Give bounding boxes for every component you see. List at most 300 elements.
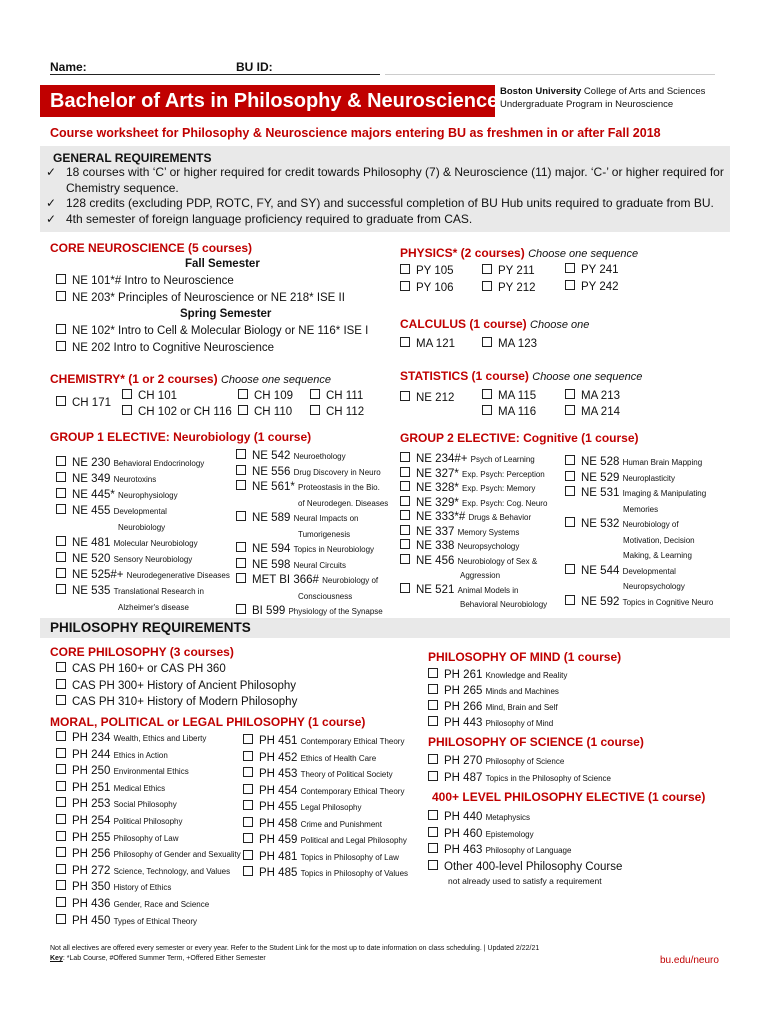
course-code: NE 594 bbox=[252, 543, 294, 555]
course-code: PH 460 bbox=[444, 827, 486, 840]
checkbox[interactable] bbox=[56, 814, 66, 824]
course-code: NE 349 bbox=[72, 473, 114, 485]
course-code: NE 327* bbox=[416, 467, 463, 480]
course-item[interactable] bbox=[236, 558, 346, 573]
course-name: Neuropsychology bbox=[623, 582, 685, 591]
course-code: PH 265 bbox=[444, 685, 486, 697]
course-name: Gender, Race and Science bbox=[113, 900, 210, 909]
course-item bbox=[400, 568, 500, 583]
checkbox[interactable] bbox=[56, 864, 66, 874]
course-code: PH 487 bbox=[444, 771, 486, 784]
course-item[interactable] bbox=[56, 831, 179, 846]
course-code: NE 531 bbox=[581, 487, 623, 499]
course-item[interactable] bbox=[565, 486, 706, 501]
course-item[interactable] bbox=[400, 496, 547, 511]
course-code: PH 454 bbox=[259, 784, 301, 797]
course-name: Exp. Psych: Cog. Neuro bbox=[462, 498, 548, 508]
course-name: Mind, Brain and Self bbox=[485, 703, 558, 712]
list-item[interactable]: PY 211 bbox=[482, 264, 535, 278]
checkbox[interactable] bbox=[236, 604, 246, 614]
general-list: ✓ 18 courses with ‘C’ or higher required for credit towards Philosophy (7) & Neuroscience (11) major. ‘C-’ or higher required for Chemistry sequence. ✓ 128 credits (excluding PDP, ROTC, FY, and SY) and successful completion of BU Hub units required to graduate from BU. ✓ 4th semester of foreign language proficiency required to graduate from CAS. bbox=[46, 165, 724, 226]
course-code: NE 333*# bbox=[416, 511, 469, 523]
course-item[interactable] bbox=[56, 914, 197, 929]
list-item[interactable]: NE 101*# Intro to Neuroscience bbox=[56, 274, 234, 288]
course-code: NE 328* bbox=[416, 482, 463, 494]
course-item[interactable] bbox=[400, 554, 537, 569]
course-name: Philosophy of Science bbox=[485, 757, 565, 766]
course-name: Neurophysiology bbox=[118, 491, 178, 500]
course-name: Theory of Political Society bbox=[300, 770, 393, 779]
course-code: PH 452 bbox=[259, 751, 301, 764]
course-name: Human Brain Mapping bbox=[622, 458, 703, 467]
course-name: Neurobiology of bbox=[322, 576, 379, 585]
course-name: Topics in the Philosophy of Science bbox=[485, 773, 611, 783]
checkbox[interactable] bbox=[56, 456, 66, 466]
checkbox[interactable] bbox=[428, 684, 438, 694]
checkbox[interactable] bbox=[400, 554, 410, 564]
course-code: NE 337 bbox=[416, 525, 458, 538]
course-code: PH 251 bbox=[72, 781, 114, 794]
course-name: Motivation, Decision bbox=[623, 535, 695, 545]
course-code: PH 250 bbox=[72, 765, 114, 778]
course-code: PH 440 bbox=[444, 811, 486, 823]
course-code: NE 542 bbox=[252, 450, 294, 462]
course-item[interactable] bbox=[56, 814, 183, 829]
list-item[interactable]: MA 116 bbox=[482, 405, 536, 419]
course-name: History of Ethics bbox=[113, 883, 172, 893]
course-code: NE 520 bbox=[72, 553, 114, 565]
course-name: Neural Circuits bbox=[293, 560, 347, 570]
course-item[interactable] bbox=[56, 488, 178, 503]
checkbox[interactable] bbox=[428, 700, 438, 710]
course-code: PH 270 bbox=[444, 755, 486, 767]
course-name: Metaphysics bbox=[485, 813, 531, 822]
course-code: NE 535 bbox=[72, 585, 114, 597]
philosophy-heading: PHILOSOPHY REQUIREMENTS bbox=[50, 620, 251, 635]
course-name: Neuropsychology bbox=[457, 542, 520, 551]
fall-label: Fall Semester bbox=[185, 258, 260, 270]
course-name: Types of Ethical Theory bbox=[113, 916, 198, 926]
course-item[interactable] bbox=[428, 771, 611, 786]
course-code: NE 455 bbox=[72, 505, 114, 517]
course-item[interactable] bbox=[56, 504, 167, 519]
calculus-heading: CALCULUS (1 course) Choose one bbox=[400, 317, 590, 331]
course-code: BI 599 bbox=[252, 605, 289, 617]
course-name: Drug Discovery in Neuro bbox=[293, 467, 381, 477]
checkbox[interactable] bbox=[56, 831, 66, 841]
course-item[interactable] bbox=[243, 734, 404, 749]
course-name: Sensory Neurobiology bbox=[113, 555, 193, 564]
course-name: Psych of Learning bbox=[470, 455, 535, 464]
course-item[interactable] bbox=[565, 471, 675, 486]
course-item[interactable] bbox=[400, 539, 519, 554]
course-item bbox=[400, 597, 547, 612]
course-item[interactable] bbox=[56, 880, 171, 895]
checkbox[interactable] bbox=[243, 800, 253, 810]
course-code: PH 453 bbox=[259, 768, 301, 780]
course-name: Medical Ethics bbox=[113, 783, 166, 793]
checkbox[interactable] bbox=[428, 754, 438, 764]
course-name: Topics in Cognitive Neuro bbox=[622, 597, 714, 607]
checkbox[interactable] bbox=[56, 504, 66, 514]
course-code: PH 253 bbox=[72, 798, 114, 811]
list-item[interactable]: PY 241 bbox=[565, 263, 619, 277]
course-code: NE 529 bbox=[581, 471, 623, 484]
course-code: NE 556 bbox=[252, 465, 294, 478]
program-line: Undergraduate Program in Neuroscience bbox=[500, 99, 674, 110]
course-code: PH 458 bbox=[259, 817, 301, 830]
course-code: NE 561* bbox=[252, 481, 299, 493]
course-item[interactable] bbox=[428, 827, 534, 842]
course-name: of Neurodegen. Diseases bbox=[298, 498, 389, 508]
course-name: Behavioral Neurobiology bbox=[460, 600, 548, 609]
list-item[interactable]: PY 212 bbox=[482, 281, 536, 295]
course-name: Neurobiology of bbox=[622, 520, 679, 529]
course-name: Neurobiology of Sex & bbox=[457, 556, 538, 566]
course-item[interactable] bbox=[400, 510, 531, 525]
course-item[interactable] bbox=[56, 456, 204, 471]
core-philosophy-heading: CORE PHILOSOPHY (3 courses) bbox=[50, 645, 234, 659]
course-name: Drugs & Behavior bbox=[468, 513, 532, 522]
checkbox[interactable] bbox=[428, 843, 438, 853]
name-underline bbox=[50, 74, 380, 75]
group2-heading: GROUP 2 ELECTIVE: Cognitive (1 course) bbox=[400, 431, 639, 445]
list-item[interactable]: CH 171 bbox=[56, 396, 111, 410]
course-item[interactable] bbox=[243, 751, 376, 766]
course-name: Contemporary Ethical Theory bbox=[300, 786, 405, 796]
course-code: PH 255 bbox=[72, 831, 114, 844]
list-item[interactable]: NE 202 Intro to Cognitive Neuroscience bbox=[56, 341, 274, 355]
elective-note: not already used to satisfy a requirement bbox=[448, 876, 602, 886]
course-name: Environmental Ethics bbox=[113, 767, 189, 777]
checkbox[interactable] bbox=[400, 583, 410, 593]
course-item[interactable] bbox=[428, 810, 530, 825]
list-item[interactable]: CAS PH 160+ or CAS PH 360 bbox=[56, 662, 226, 676]
course-item[interactable] bbox=[56, 764, 189, 779]
university-line: Boston University College of Arts and Sciences bbox=[500, 86, 706, 97]
checkbox[interactable] bbox=[565, 455, 575, 465]
checkbox[interactable] bbox=[236, 465, 246, 475]
list-item[interactable]: NE 212 bbox=[400, 391, 454, 405]
checkbox[interactable] bbox=[428, 716, 438, 726]
course-item[interactable] bbox=[236, 573, 378, 588]
course-item[interactable] bbox=[428, 668, 567, 683]
checkbox[interactable] bbox=[565, 471, 575, 481]
course-code: PH 450 bbox=[72, 914, 114, 927]
checkbox[interactable] bbox=[243, 767, 253, 777]
list-item[interactable]: MA 213 bbox=[565, 389, 620, 403]
course-code: NE 589 bbox=[252, 512, 294, 524]
course-item[interactable] bbox=[565, 517, 679, 532]
course-item[interactable] bbox=[56, 847, 241, 862]
course-item[interactable] bbox=[56, 552, 192, 567]
checkbox[interactable] bbox=[56, 880, 66, 890]
course-name: Topics in Neurobiology bbox=[293, 545, 375, 554]
course-code: PH 254 bbox=[72, 815, 114, 827]
list-item[interactable]: MA 214 bbox=[565, 405, 620, 419]
course-name: Wealth, Ethics and Liberty bbox=[113, 734, 207, 743]
checkbox[interactable] bbox=[428, 827, 438, 837]
list-item[interactable]: MA 115 bbox=[482, 389, 536, 403]
list-item[interactable]: CH 109 bbox=[238, 389, 293, 403]
checkbox[interactable] bbox=[56, 914, 66, 924]
group1-heading: GROUP 1 ELECTIVE: Neurobiology (1 course) bbox=[50, 430, 312, 444]
course-code: PH 443 bbox=[444, 717, 486, 729]
course-code: PH 451 bbox=[259, 735, 301, 747]
course-name: Proteostasis in the Bio. bbox=[298, 483, 380, 492]
course-code: NE 521 bbox=[416, 583, 458, 596]
course-code: PH 244 bbox=[72, 748, 114, 761]
course-item[interactable] bbox=[428, 700, 558, 715]
course-item[interactable] bbox=[243, 767, 393, 782]
list-item[interactable]: CAS PH 310+ History of Modern Philosophy bbox=[56, 695, 297, 709]
course-item[interactable] bbox=[236, 480, 380, 495]
course-name: Topics in Philosophy of Law bbox=[300, 852, 399, 862]
course-item[interactable] bbox=[400, 481, 535, 496]
course-name: Tumorigenesis bbox=[298, 529, 351, 539]
course-code: PH 459 bbox=[259, 834, 301, 846]
checkbox[interactable] bbox=[236, 573, 246, 583]
course-item[interactable] bbox=[243, 850, 399, 865]
course-code: NE 445* bbox=[72, 489, 119, 501]
course-item[interactable] bbox=[56, 897, 209, 912]
checkbox[interactable] bbox=[56, 552, 66, 562]
checkbox[interactable] bbox=[56, 584, 66, 594]
course-item bbox=[565, 579, 685, 594]
list-item[interactable]: CAS PH 300+ History of Ancient Philosophy bbox=[56, 679, 296, 693]
course-name: Developmental bbox=[622, 566, 676, 576]
course-code: NE 234#+ bbox=[416, 453, 471, 465]
course-name: Philosophy of Law bbox=[113, 833, 179, 843]
list-item[interactable]: CH 111 bbox=[310, 389, 363, 403]
course-item[interactable] bbox=[243, 817, 382, 832]
course-item[interactable] bbox=[56, 864, 230, 879]
course-item bbox=[565, 502, 658, 517]
course-code: PH 463 bbox=[444, 844, 486, 856]
footer-key: Key: *Lab Course, #Offered Summer Term, +Offered Either Semester bbox=[50, 955, 266, 962]
course-code: PH 455 bbox=[259, 801, 301, 813]
course-item[interactable] bbox=[428, 684, 559, 699]
checkbox[interactable] bbox=[243, 850, 253, 860]
course-item bbox=[565, 548, 692, 563]
checkbox[interactable] bbox=[565, 564, 575, 574]
checkbox[interactable] bbox=[428, 810, 438, 820]
checkbox[interactable] bbox=[400, 496, 410, 506]
course-name: Political and Legal Philosophy bbox=[300, 836, 407, 845]
course-name: Philosophy of Mind bbox=[485, 719, 554, 728]
course-item bbox=[236, 589, 352, 604]
course-item[interactable] bbox=[400, 583, 518, 598]
list-item[interactable]: CH 110 bbox=[238, 405, 292, 419]
course-item[interactable] bbox=[56, 748, 168, 763]
course-name: Making, & Learning bbox=[623, 551, 692, 560]
checkbox[interactable] bbox=[400, 481, 410, 491]
mind-heading: PHILOSOPHY OF MIND (1 course) bbox=[428, 650, 622, 664]
footer-url[interactable]: bu.edu/neuro bbox=[660, 955, 719, 966]
course-item[interactable] bbox=[56, 797, 177, 812]
checkbox[interactable] bbox=[56, 731, 66, 741]
course-item[interactable] bbox=[400, 525, 519, 540]
course-item[interactable] bbox=[428, 754, 564, 769]
course-code: NE 338 bbox=[416, 540, 458, 552]
course-item[interactable] bbox=[56, 472, 156, 487]
checkbox[interactable] bbox=[243, 751, 253, 761]
course-item[interactable] bbox=[243, 800, 362, 815]
list-item[interactable]: NE 203* Principles of Neuroscience or NE 218* ISE II bbox=[56, 291, 345, 305]
check-icon: ✓ bbox=[46, 211, 57, 226]
checkbox[interactable] bbox=[243, 817, 253, 827]
list-item[interactable]: PY 106 bbox=[400, 281, 454, 295]
course-item[interactable] bbox=[243, 784, 404, 799]
checkbox[interactable] bbox=[236, 480, 246, 490]
checkbox[interactable] bbox=[565, 517, 575, 527]
course-item bbox=[56, 600, 189, 615]
course-code: NE 481 bbox=[72, 537, 114, 549]
course-name: Behavioral Endocrinology bbox=[113, 459, 205, 468]
checkbox[interactable] bbox=[56, 764, 66, 774]
course-code: NE 329* bbox=[416, 496, 463, 509]
statistics-heading: STATISTICS (1 course) Choose one sequence bbox=[400, 369, 643, 383]
course-name: Animal Models in bbox=[457, 585, 519, 595]
checkbox[interactable] bbox=[56, 472, 66, 482]
checkbox[interactable] bbox=[400, 510, 410, 520]
checkbox[interactable] bbox=[243, 784, 253, 794]
checkbox[interactable] bbox=[236, 449, 246, 459]
checkbox[interactable] bbox=[236, 558, 246, 568]
checkbox[interactable] bbox=[56, 488, 66, 498]
list-item[interactable]: MA 121 bbox=[400, 337, 455, 351]
checkbox[interactable] bbox=[56, 781, 66, 791]
list-item[interactable]: CH 101 bbox=[122, 389, 177, 403]
course-item[interactable] bbox=[236, 465, 381, 480]
course-item[interactable] bbox=[243, 866, 408, 881]
course-name: Aggression bbox=[460, 571, 501, 580]
course-code: NE 592 bbox=[581, 595, 623, 608]
course-item[interactable] bbox=[236, 449, 346, 464]
course-name: Imaging & Manipulating bbox=[622, 489, 707, 498]
checkbox[interactable] bbox=[56, 847, 66, 857]
course-item[interactable] bbox=[243, 833, 407, 848]
course-name: Neurotoxins bbox=[113, 475, 157, 484]
course-item[interactable] bbox=[56, 568, 230, 583]
course-name: Epistemology bbox=[485, 829, 534, 839]
course-item[interactable] bbox=[565, 564, 676, 579]
checkbox[interactable] bbox=[243, 734, 253, 744]
course-item[interactable] bbox=[565, 595, 713, 610]
checkbox[interactable] bbox=[56, 897, 66, 907]
course-name: Memories bbox=[623, 504, 659, 514]
course-code: PH 350 bbox=[72, 881, 114, 894]
checkbox[interactable] bbox=[400, 467, 410, 477]
course-name: Neurodegenerative Diseases bbox=[126, 571, 230, 580]
checkbox[interactable] bbox=[56, 568, 66, 578]
course-name: Translational Research in bbox=[113, 587, 204, 596]
name-label: Name: bbox=[50, 60, 87, 74]
course-name: Crime and Punishment bbox=[300, 819, 382, 829]
checkbox[interactable] bbox=[428, 668, 438, 678]
course-item bbox=[236, 496, 388, 511]
check-icon: ✓ bbox=[46, 196, 57, 210]
course-name: Ethics in Action bbox=[113, 750, 168, 760]
course-item[interactable] bbox=[56, 584, 204, 599]
checkbox[interactable] bbox=[56, 536, 66, 546]
general-heading: GENERAL REQUIREMENTS bbox=[53, 151, 212, 165]
course-item[interactable] bbox=[236, 542, 374, 557]
course-item[interactable] bbox=[56, 731, 206, 746]
course-item[interactable] bbox=[428, 860, 622, 874]
list-item[interactable]: CH 112 bbox=[310, 405, 364, 419]
checkbox[interactable] bbox=[428, 771, 438, 781]
course-code: NE 456 bbox=[416, 554, 458, 567]
course-code: PH 256 bbox=[72, 848, 114, 861]
course-code: MET BI 366# bbox=[252, 574, 323, 586]
course-item[interactable] bbox=[565, 455, 702, 470]
course-code: NE 544 bbox=[581, 564, 623, 577]
course-code: NE 598 bbox=[252, 558, 294, 571]
course-name: Knowledge and Reality bbox=[485, 671, 568, 680]
course-code: PH 261 bbox=[444, 669, 486, 681]
course-name: Contemporary Ethical Theory bbox=[300, 737, 405, 746]
course-item[interactable] bbox=[236, 604, 383, 619]
checkbox[interactable] bbox=[565, 595, 575, 605]
course-code: PH 481 bbox=[259, 850, 301, 863]
course-item[interactable] bbox=[236, 511, 358, 526]
checkbox[interactable] bbox=[400, 525, 410, 535]
course-name: Philosophy of Language bbox=[485, 846, 572, 855]
checkbox[interactable] bbox=[400, 539, 410, 549]
course-code: PH 234 bbox=[72, 732, 114, 744]
checkbox[interactable] bbox=[236, 542, 246, 552]
spring-label: Spring Semester bbox=[180, 308, 272, 320]
course-name: Physiology of the Synapse bbox=[288, 607, 383, 616]
course-name: Science, Technology, and Values bbox=[113, 866, 231, 876]
course-item[interactable] bbox=[400, 452, 535, 467]
list-item[interactable]: MA 123 bbox=[482, 337, 537, 351]
checkbox[interactable] bbox=[243, 866, 253, 876]
course-item[interactable] bbox=[56, 536, 198, 551]
course-name: Legal Philosophy bbox=[300, 803, 362, 812]
checkbox[interactable] bbox=[56, 797, 66, 807]
list-item[interactable]: PY 242 bbox=[565, 280, 619, 294]
checkbox[interactable] bbox=[56, 748, 66, 758]
course-code: PH 272 bbox=[72, 864, 114, 877]
list-item[interactable]: PY 105 bbox=[400, 264, 454, 278]
course-name: Topics in Philosophy of Values bbox=[300, 869, 409, 878]
buid-label: BU ID: bbox=[236, 60, 273, 74]
checkbox[interactable] bbox=[565, 486, 575, 496]
course-item[interactable] bbox=[428, 843, 571, 858]
course-name: Alzheimer's disease bbox=[118, 603, 189, 612]
list-item[interactable]: CH 102 or CH 116 bbox=[122, 405, 232, 419]
course-item[interactable] bbox=[56, 781, 165, 796]
checkbox[interactable] bbox=[243, 833, 253, 843]
check-icon: ✓ bbox=[46, 165, 57, 179]
mpl-heading: MORAL, POLITICAL or LEGAL PHILOSOPHY (1 course) bbox=[50, 715, 366, 729]
checkbox[interactable] bbox=[236, 511, 246, 521]
list-item[interactable]: NE 102* Intro to Cell & Molecular Biology or NE 116* ISE I bbox=[56, 324, 368, 338]
course-name: Neurobiology bbox=[118, 523, 166, 532]
course-name: Developmental bbox=[113, 507, 167, 516]
chemistry-heading: CHEMISTRY* (1 or 2 courses) Choose one sequence bbox=[50, 372, 332, 386]
course-name: Exp. Psych: Perception bbox=[462, 469, 545, 479]
course-code: NE 230 bbox=[72, 457, 114, 469]
course-item[interactable] bbox=[400, 467, 545, 482]
checkbox[interactable] bbox=[400, 452, 410, 462]
course-code: PH 485 bbox=[259, 867, 301, 879]
course-item[interactable] bbox=[428, 716, 553, 731]
checkbox[interactable] bbox=[428, 860, 438, 870]
course-code: NE 525#+ bbox=[72, 569, 127, 581]
